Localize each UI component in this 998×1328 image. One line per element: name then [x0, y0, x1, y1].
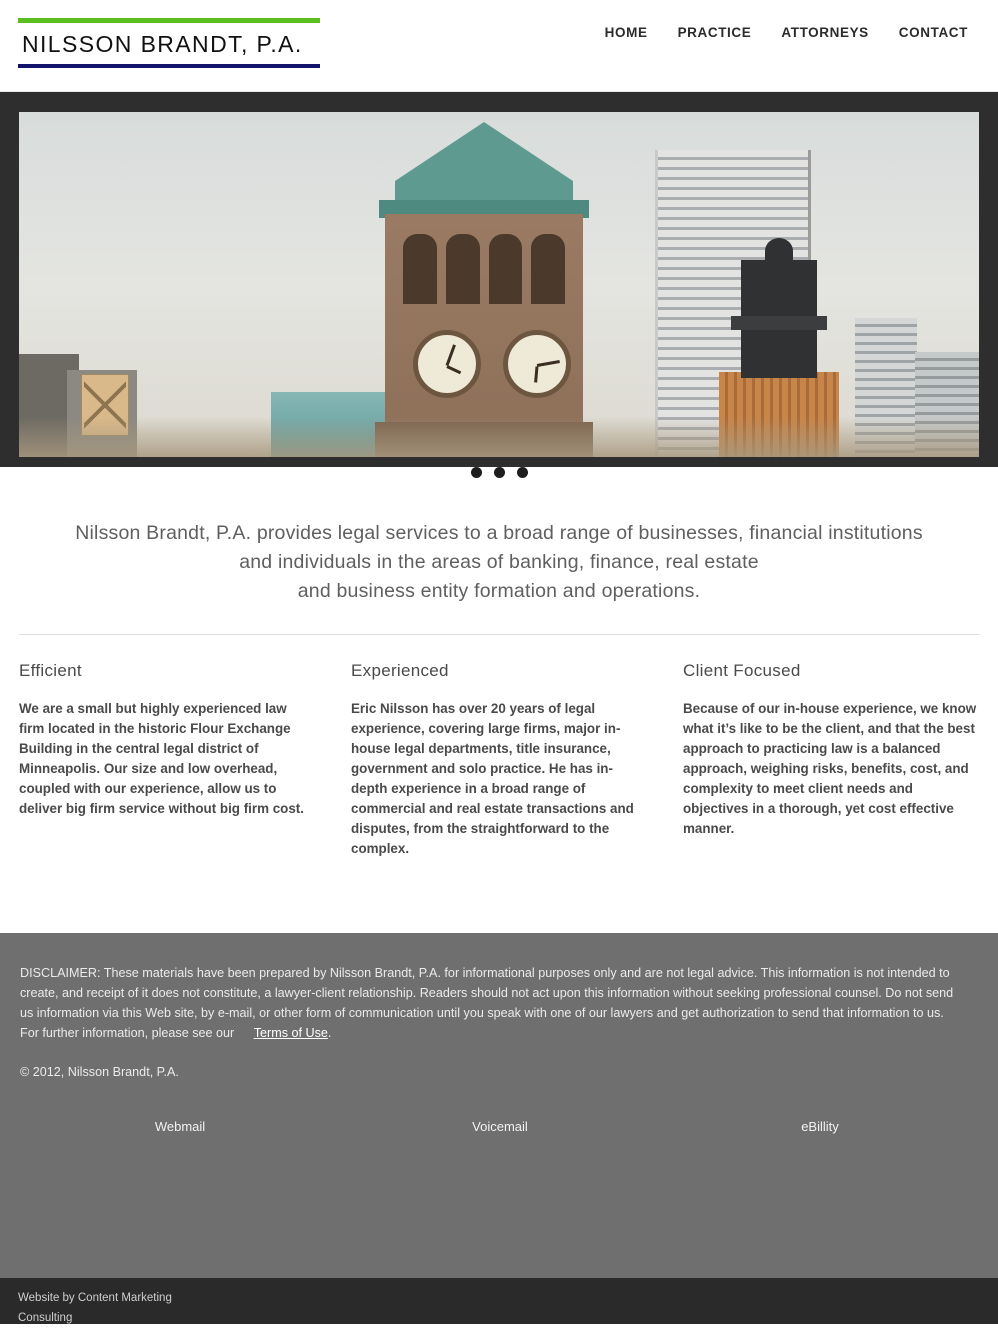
logo-rule-navy — [18, 64, 320, 68]
column-title: Client Focused — [683, 661, 801, 680]
nav-item-contact[interactable]: CONTACT — [898, 25, 968, 40]
hero-ground-haze — [19, 417, 979, 457]
clock-face-right — [503, 330, 571, 398]
column-experienced — [351, 661, 645, 859]
logo[interactable] — [18, 18, 320, 68]
slider-dot-3[interactable] — [517, 467, 528, 478]
footer-link-ebillity[interactable]: eBillity — [801, 1119, 839, 1134]
column-title: Experienced — [351, 661, 449, 680]
copyright-text: © 2012, Nilsson Brandt, P.A. — [20, 1065, 179, 1079]
hero-slider — [0, 92, 998, 467]
hero-clock-tower — [369, 122, 599, 457]
slider-dot-2[interactable] — [494, 467, 505, 478]
clock-face-left — [413, 330, 481, 398]
column-body: Because of our in-house experience, we know what it’s like to be the client, and that the best approach to practicing law is a balanced approach, weighing risks, benefits, cost, and complexity to meet client needs and objectives in a thorough, yet cost effective manner. — [683, 701, 977, 836]
nav-item-home[interactable]: HOME — [604, 25, 648, 40]
intro-line-1: Nilsson Brandt, P.A. provides legal services to a broad range of businesses, financial institutions — [75, 522, 923, 544]
feature-columns — [19, 635, 979, 859]
hero-image-skyline — [19, 112, 979, 457]
disclaimer-text — [20, 963, 964, 1043]
credit-text: Website by Content Marketing Consulting — [18, 1292, 172, 1324]
intro-line-3: and business entity formation and operations. — [297, 580, 701, 602]
intro-statement — [0, 467, 998, 606]
terms-of-use-link[interactable]: Terms of Use — [253, 1026, 328, 1040]
site-header — [0, 0, 998, 92]
disclaimer-period: . — [327, 1026, 332, 1040]
clock-tower-roof — [395, 122, 573, 204]
intro-line-2: and individuals in the areas of banking, finance, real estate — [239, 551, 759, 573]
column-body: We are a small but highly experienced law firm located in the historic Flour Exchange Building in the central legal district of Minneapolis. Our size and low overhead, coupled with our experience, allow us to deliver big firm service without big firm cost. — [19, 701, 304, 816]
nav-item-practice[interactable]: PRACTICE — [677, 25, 752, 40]
clock-tower-arches — [403, 234, 565, 304]
slider-dot-1[interactable] — [471, 467, 482, 478]
footer-link-webmail[interactable]: Webmail — [154, 1119, 206, 1134]
footer-links — [20, 1119, 980, 1134]
site-credit-bar — [0, 1278, 998, 1324]
column-efficient — [19, 661, 313, 859]
hero-image-frame[interactable] — [19, 112, 979, 457]
hero-building-dark-crown — [741, 260, 817, 378]
site-footer — [0, 933, 998, 1278]
logo-text: NILSSON BRANDT, P.A. — [22, 31, 303, 57]
nav-item-attorneys[interactable]: ATTORNEYS — [781, 25, 869, 40]
main-navigation — [605, 25, 968, 40]
column-title: Efficient — [19, 661, 82, 680]
column-body: Eric Nilsson has over 20 years of legal experience, covering large firms, major in-house legal departments, title insurance, government and solo practice. He has in-depth experience in a broad range of commercial and real estate transactions and disputes, from the straightforward to the complex. — [351, 701, 634, 856]
disclaimer-body: DISCLAIMER: These materials have been prepared by Nilsson Brandt, P.A. for informational purposes only and are not legal advice. This information is not intended to create, and receipt of it does not constitute, a lawyer-client relationship. Readers should not act upon this information without seeking professional counsel. Do not send us information via this Web site, by e-mail, or other form of communication until you speak with one of our lawyers and get authorization to send that information to us. For further information, please see our — [20, 966, 954, 1040]
footer-link-voicemail[interactable]: Voicemail — [472, 1119, 528, 1134]
column-client-focused — [683, 661, 977, 859]
